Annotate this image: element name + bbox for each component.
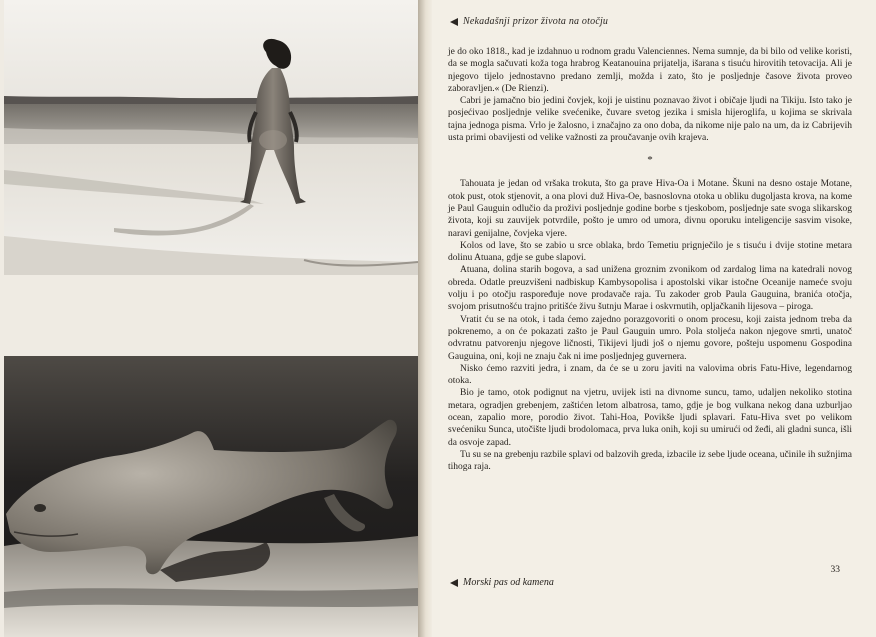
stone-shark-photo [4, 356, 418, 637]
caption-text: Morski pas od kamena [463, 577, 554, 588]
page-number: 33 [830, 565, 840, 575]
paragraph: je do oko 1818., kad je izdahnuo u rodnom gradu Valenciennes. Nema sumnje, da bi bilo od velike koristi, da se mogla sačuvati koža toga hrabrog Keatanouina prijatelja, išarana s tisuću hirovitih tetovacija. Ali je njegovo tijelo jednostavno predano zemlji, možda i zato, što je posljednje časove života proveo zaboravljen.« (De Rienzi). [448, 47, 852, 94]
paragraph: Vratit ću se na otok, i tada ćemo zajedno porazgovoriti o onom procesu, koji zaista jednom treba da pokrenemo, a on će pokazati zašto je Paul Gauguin umro. Pola stoljeća nakon njegove smrti, unatoč odvratnu patvorenju njegove ličnosti, Tikijevi ljudi još o njemu govore, pošteju uspomenu Gospodina Gauguina, oni, koji ne znaju čak ni ime posljednjeg guvernera. [448, 314, 852, 362]
woman-on-beach-photo [4, 0, 418, 275]
paragraph: Bio je tamo, otok podignut na vjetru, uvijek isti na divnome suncu, tamo, udaljen nekoliko stotina metara, ogradjen grebenjem, zaštićen letom albatrosa, tamo, gdje je bog vulkana nekog dana uzburljao ocean, zapalio more, porodio život. Tahi-Hoa, Povikše ljudi splavari. Fatu-Hiva svet po velikom svećeniku Sunca, utočište ljudi brodolomaca, prva luka onih, koji su umirući od žeđi, ali gladni sunca, išli da osvoje zapad. [448, 388, 852, 448]
paragraph: Tu su se na grebenju razbile splavi od balzovih greda, izbacile iz sebe ljude oceana, učinile ih sužnjima tihoga raja. [448, 449, 852, 473]
right-page [432, 0, 876, 637]
left-page [0, 0, 420, 637]
paragraph: Atuana, dolina starih bogova, a sad unižena groznim zvonikom od zardalog lima na katedrali novog obreda. Odatle preuzvišeni nadbiskup Kambysopolisa i apostolski vikar istočne Oceanije nameće svoju volju i po otočju raspoređuje nove prodavače raja. Tu zakoder grob Paula Gauguina, branića otočja, svojom prisutnošću trajno pritišće živu šutnju Marae i oskvrnutih, opljačkanih lijesova – piroga. [448, 265, 852, 313]
arrow-left-icon [450, 579, 458, 587]
running-head [450, 16, 866, 27]
section-break: * [647, 154, 653, 167]
paragraph: Cabri je jamačno bio jedini čovjek, koji je uistinu poznavao život i običaje ljudi na Tikiju. Isto tako je posjećivao posljednje velike svećenike, čuvare svetog jezika i smisla hijeroglifa, u kojima se skrivala tajna jednoga pisma. Vrlo je žalosno, i značajno za ono doba, da nikome nije palo na um, da iz Cabrijevih usta primi obavijesti od velike važnosti za proučavanje ovih krajeva. [448, 96, 852, 144]
paragraph: Nisko ćemo razviti jedra, i znam, da će se u zoru javiti na valovima obris Fatu-Hive, legendarnog otoka. [448, 363, 852, 387]
running-head-text: Nekadašnji prizor života na otočju [463, 16, 609, 27]
photo-caption [450, 577, 554, 588]
paragraph: Tahouata je jedan od vršaka trokuta, što ga prave Hiva-Oa i Motane. Škuni na desno ostaje Motane, otok pust, otok stjenovit, a ona plovi duž Hiva-Oe, basnoslovna otoka u obliku dugoljasta krova, na kome je Paul Gauguin odlučio da proživi posljednje godine borbe s tjeskobom, posljednje sate svoga slikarskog života, koji su zauvijek potvrdile, pošto je umro od umora, divnu oporuku inteligencije sasvim visoke, naravi genijalne, čovjeka vjere. [448, 179, 852, 239]
arrow-left-icon [450, 18, 458, 26]
book-gutter [418, 0, 432, 637]
paragraph: Kolos od lave, što se zabio u srce oblaka, brdo Temetiu prignječilo je s tisuću i dvije stotine metara dolinu Atuana, gdje se gube slapovi. [448, 240, 852, 264]
body-text [448, 46, 852, 474]
